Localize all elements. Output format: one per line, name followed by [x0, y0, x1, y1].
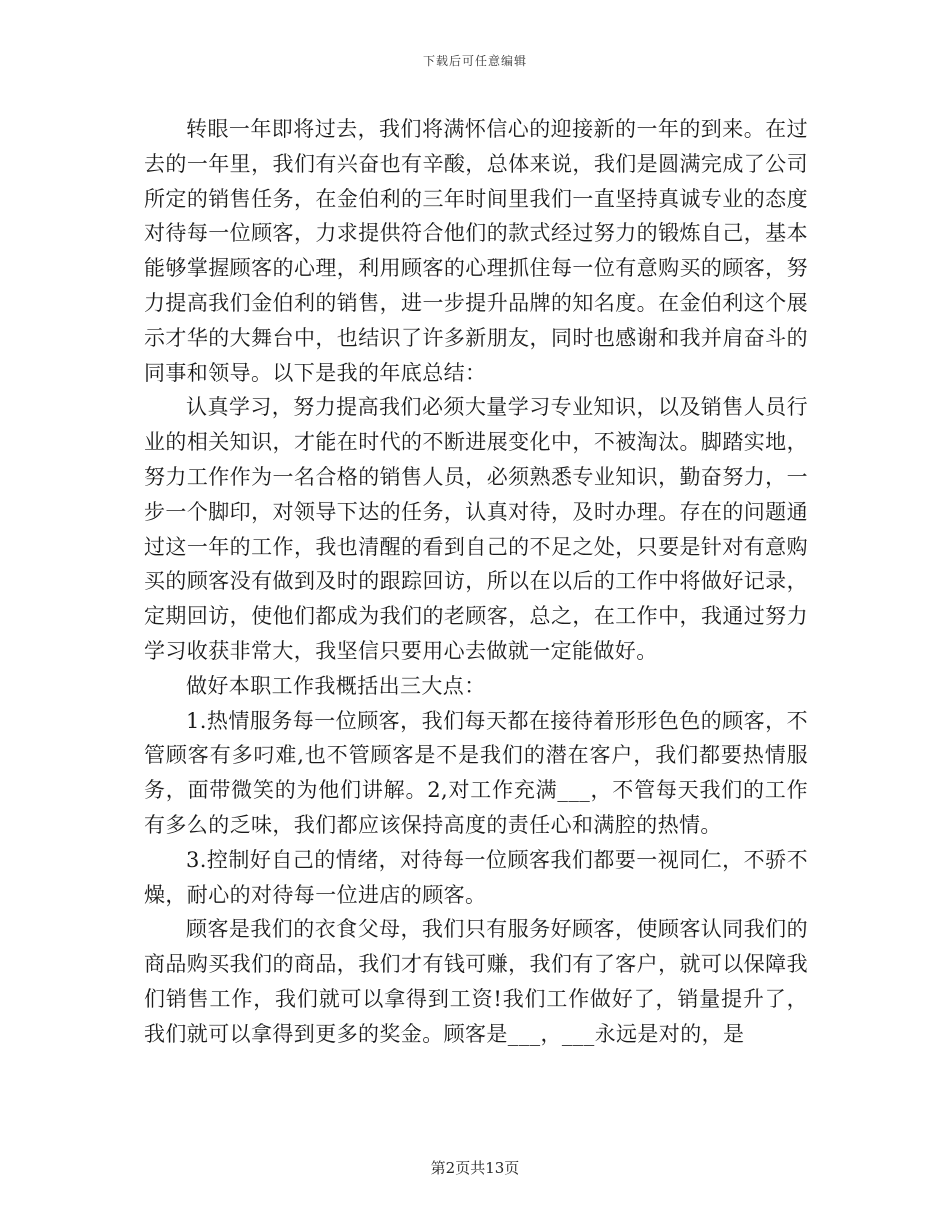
paragraph-intro: 转眼一年即将过去，我们将满怀信心的迎接新的一年的到来。在过去的一年里，我们有兴奋也有辛酸，总体来说，我们是圆满完成了公司所定的销售任务，在金伯利的三年时间里我们一直坚持真诚专业的态度对待每一位顾客，力求提供符合他们的款式经过努力的锻炼自己，基本能够掌握顾客的心理，利用顾客的心理抓住每一位有意购买的顾客，努力提高我们金伯利的销售，进一步提升品牌的知名度。在金伯利这个展示才华的大舞台中，也结识了许多新朋友，同时也感谢和我并肩奋斗的同事和领导。以下是我的年底总结： [144, 117, 808, 385]
page-number: 第2页共13页 [430, 1159, 520, 1177]
paragraph-three-points-heading: 做好本职工作我概括出三大点： [186, 673, 486, 698]
paragraph-point-1-2: 1.热情服务每一位顾客，我们每天都在接待着形形色色的顾客，不管顾客有多叼难,也不管顾客是不是我们的潜在客户，我们都要热情服务，面带微笑的为他们讲解。2,对工作充满___，不管每天我们的工作有多么的乏味，我们都应该保持高度的责任心和满腔的热情。 [144, 708, 808, 837]
paragraph-point-3: 3.控制好自己的情绪，对待每一位顾客我们都要一视同仁，不骄不燥，耐心的对待每一位进店的顾客。 [144, 847, 808, 907]
paragraph-customers: 顾客是我们的衣食父母，我们只有服务好顾客，使顾客认同我们的商品购买我们的商品，我们才有钱可赚，我们有了客户，就可以保障我们销售工作，我们就可以拿得到工资!我们工作做好了，销量提升了，我们就可以拿得到更多的奖金。顾客是___，___永远是对的，是 [144, 917, 808, 1046]
page-header: 下载后可任意编辑 [422, 54, 527, 68]
paragraph-study: 认真学习，努力提高我们必须大量学习专业知识，以及销售人员行业的相关知识，才能在时代的不断进展变化中，不被淘汰。脚踏实地，努力工作作为一名合格的销售人员，必须熟悉专业知识，勤奋努力，一步一个脚印，对领导下达的任务，认真对待，及时办理。存在的问题通过这一年的工作，我也清醒的看到自己的不足之处，只要是针对有意购买的顾客没有做到及时的跟踪回访，所以在以后的工作中将做好记录，定期回访，使他们都成为我们的老顾客，总之，在工作中，我通过努力学习收获非常大，我坚信只要用心去做就一定能做好。 [144, 395, 808, 663]
document-body [144, 112, 808, 1052]
